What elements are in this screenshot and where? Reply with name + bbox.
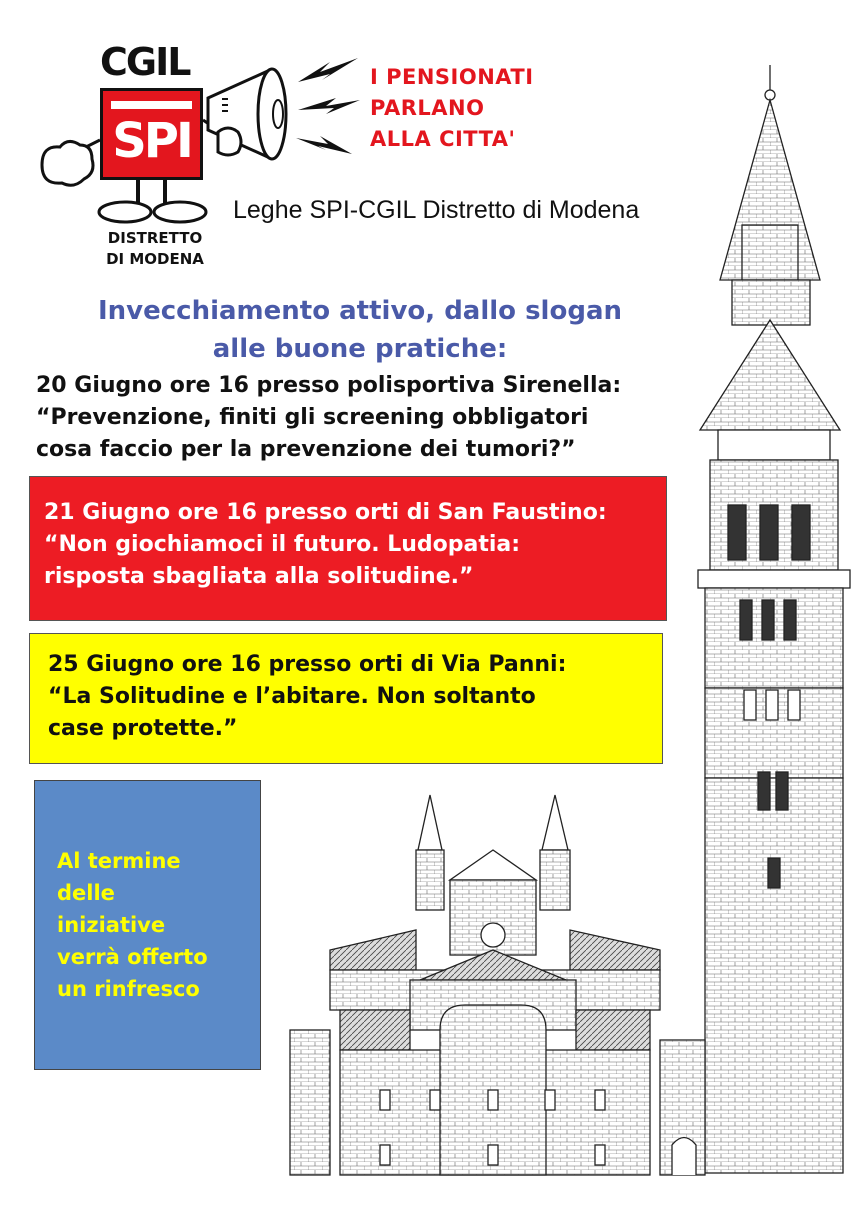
closing-line: un rinfresco	[57, 977, 200, 1001]
event-line: “Prevenzione, finiti gli screening obbligatori	[36, 405, 589, 430]
logo-cgil-text: CGIL	[100, 40, 190, 84]
slogan-line: ALLA CITTA'	[370, 127, 516, 151]
event-line: 20 Giugno ore 16 presso polisportiva Sirenella:	[36, 373, 622, 398]
closing-line: Al termine	[57, 849, 181, 873]
event-line: case protette.”	[48, 716, 238, 741]
leghe-subtitle: Leghe SPI-CGIL Distretto di Modena	[233, 196, 640, 224]
heading-line: Invecchiamento attivo, dallo slogan	[98, 296, 622, 326]
closing-line: iniziative	[57, 913, 166, 937]
page-heading	[40, 292, 680, 368]
event-line: risposta sbagliata alla solitudine.”	[44, 564, 474, 589]
closing-line: delle	[57, 881, 115, 905]
event-line: 21 Giugno ore 16 presso orti di San Faustino:	[44, 500, 607, 525]
event-25-june-box	[29, 633, 663, 764]
district-line: DISTRETTO	[107, 229, 203, 247]
district-line: DI MODENA	[106, 250, 204, 268]
event-line: “Non giochiamoci il futuro. Ludopatia:	[44, 532, 521, 557]
slogan-line: I PENSIONATI	[370, 65, 534, 89]
megaphone-icon	[208, 69, 286, 159]
logo-district	[90, 228, 220, 270]
event-21-june-box	[29, 476, 667, 621]
slogan-line: PARLANO	[370, 96, 485, 120]
event-line: “La Solitudine e l’abitare. Non soltanto	[48, 684, 536, 709]
event-line: 25 Giugno ore 16 presso orti di Via Panni:	[48, 652, 567, 677]
fist-icon	[42, 140, 100, 185]
heading-line: alle buone pratiche:	[212, 334, 508, 364]
event-line: cosa faccio per la prevenzione dei tumori?”	[36, 437, 576, 462]
logo-spi-text: SPI	[112, 113, 191, 169]
closing-note-box	[34, 780, 261, 1070]
event-20-june	[36, 370, 716, 466]
closing-line: verrà offerto	[57, 945, 208, 969]
